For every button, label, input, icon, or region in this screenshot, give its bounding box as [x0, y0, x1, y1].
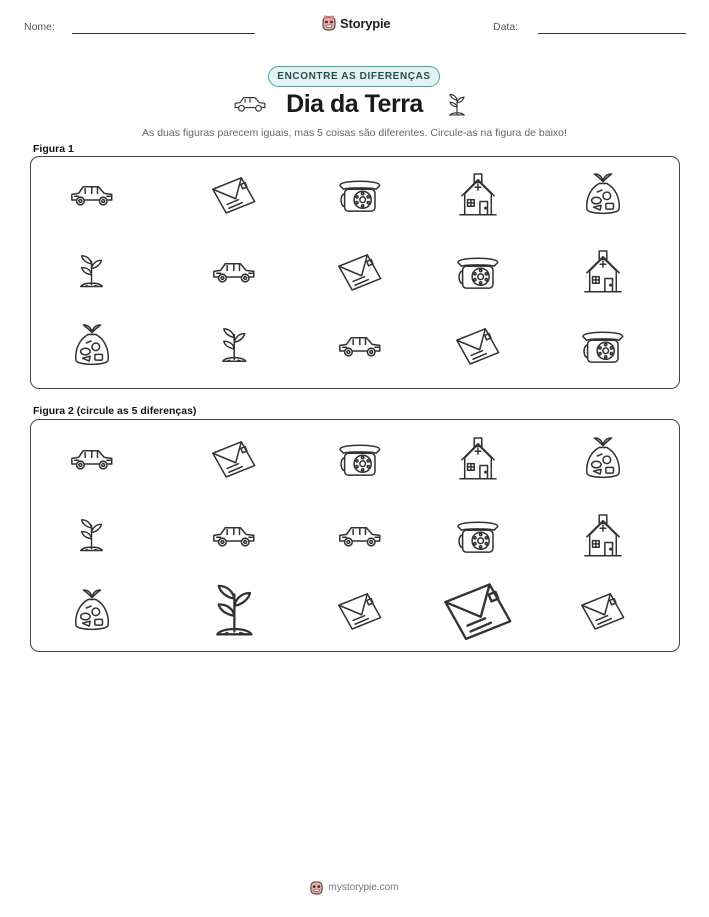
- figure-2-cell[interactable]: [69, 446, 115, 473]
- figure-2-cell[interactable]: [73, 589, 111, 633]
- figure-1-cell[interactable]: [336, 252, 384, 292]
- figure-1-cell[interactable]: [220, 327, 249, 365]
- envelope-icon: [454, 326, 502, 366]
- telephone-icon: [337, 176, 383, 214]
- recycle-bag-icon: [73, 589, 111, 633]
- figure-1-cell[interactable]: [337, 333, 383, 360]
- storypie-mascot-icon: [322, 15, 336, 31]
- envelope-icon: [336, 252, 384, 292]
- recycle-bag-icon: [73, 324, 111, 368]
- telephone-icon: [455, 517, 501, 555]
- figure-1-cell[interactable]: [211, 259, 257, 286]
- car-icon: [69, 182, 115, 209]
- car-icon: [211, 259, 257, 286]
- recycle-bag-icon: [584, 173, 622, 217]
- sprout-icon: [213, 583, 256, 640]
- schoolhouse-icon: [584, 514, 622, 558]
- sprout-icon: [78, 518, 105, 554]
- figure-2-cell[interactable]: [584, 514, 622, 558]
- name-label: Nome:: [24, 21, 55, 33]
- envelope-icon: [210, 439, 258, 479]
- date-label: Data:: [493, 21, 519, 33]
- sprout-icon: [78, 254, 105, 290]
- figure-1-cell[interactable]: [459, 173, 497, 217]
- figure-1-cell[interactable]: [455, 253, 501, 291]
- figure-2-label: Figura 2 (circule as 5 diferenças): [33, 405, 197, 417]
- figure-2-cell[interactable]: [78, 518, 105, 554]
- schoolhouse-icon: [459, 437, 497, 481]
- brand-name: Storypie: [340, 15, 391, 31]
- figure-1-cell[interactable]: [210, 175, 258, 215]
- figure-1-cell[interactable]: [69, 182, 115, 209]
- instructions: As duas figuras parecem iguais, mas 5 coisas são diferentes. Circule-as na figura de baixo!: [142, 127, 567, 139]
- figure-2-cell[interactable]: [337, 523, 383, 550]
- schoolhouse-icon: [584, 250, 622, 294]
- figure-1-cell[interactable]: [584, 250, 622, 294]
- envelope-icon: [336, 591, 384, 631]
- figure-2-cell[interactable]: [337, 440, 383, 478]
- figure-1-cell[interactable]: [78, 254, 105, 290]
- recycle-bag-icon: [584, 437, 622, 481]
- date-line[interactable]: [538, 33, 686, 34]
- sprout-icon: [446, 93, 468, 117]
- figure-1-cell[interactable]: [454, 326, 502, 366]
- name-line[interactable]: [72, 33, 255, 34]
- figure-2-cell[interactable]: [584, 437, 622, 481]
- figure-2-cell[interactable]: [213, 583, 256, 640]
- envelope-icon: [210, 175, 258, 215]
- figure-2-cell[interactable]: [459, 437, 497, 481]
- footer: [0, 880, 709, 895]
- page-title: Dia da Terra: [286, 90, 423, 118]
- schoolhouse-icon: [459, 173, 497, 217]
- car-icon: [211, 523, 257, 550]
- figure-2-cell[interactable]: [455, 517, 501, 555]
- car-icon: [337, 523, 383, 550]
- footer-url: mystorypie.com: [328, 882, 399, 893]
- figure-1-cell[interactable]: [337, 176, 383, 214]
- envelope-icon: [441, 580, 515, 642]
- car-icon: [69, 446, 115, 473]
- figure-1-cell[interactable]: [584, 173, 622, 217]
- figure-2-cell[interactable]: [210, 439, 258, 479]
- activity-badge: ENCONTRE AS DIFERENÇAS: [268, 66, 440, 87]
- telephone-icon: [580, 327, 626, 365]
- brand-logo: [322, 12, 390, 34]
- figure-2-cell[interactable]: [211, 523, 257, 550]
- telephone-icon: [455, 253, 501, 291]
- telephone-icon: [337, 440, 383, 478]
- car-icon: [337, 333, 383, 360]
- figure-2-cell[interactable]: [579, 591, 627, 631]
- figure-1-cell[interactable]: [580, 327, 626, 365]
- storypie-mascot-icon: [310, 880, 323, 895]
- sprout-icon: [220, 327, 249, 365]
- figure-2-cell[interactable]: [441, 580, 515, 642]
- figure-1-label: Figura 1: [33, 143, 74, 155]
- figure-2-cell[interactable]: [336, 591, 384, 631]
- envelope-icon: [579, 591, 627, 631]
- figure-1-cell[interactable]: [73, 324, 111, 368]
